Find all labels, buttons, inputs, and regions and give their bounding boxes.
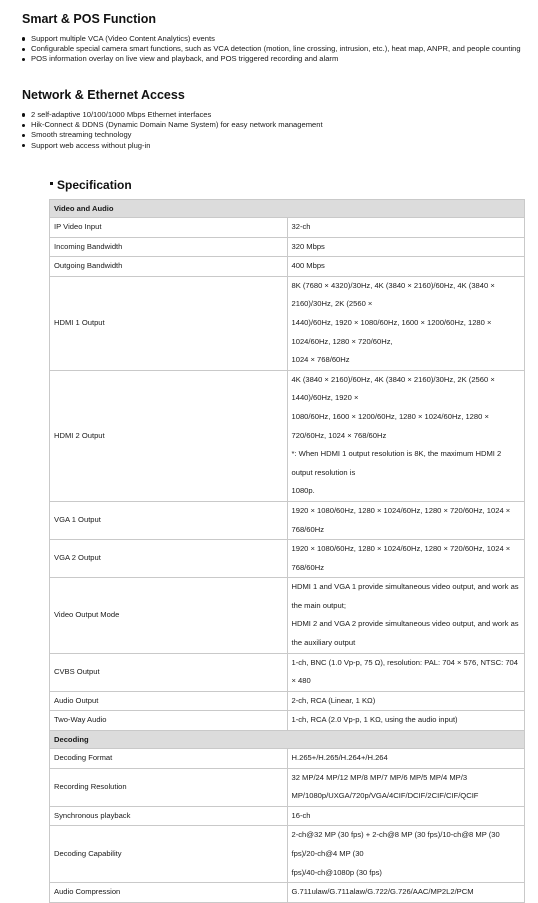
section-title-smart-pos: Smart & POS Function [22, 12, 157, 26]
table-row [50, 578, 525, 653]
spec-label: IP Video Input [50, 218, 288, 238]
table-row [50, 711, 525, 731]
table-row [50, 257, 525, 277]
specification-heading [50, 178, 132, 192]
table-row [50, 370, 525, 501]
table-section-row [50, 731, 525, 749]
spec-value-line: 1080p. [291, 486, 315, 496]
specification-title: Specification [57, 178, 132, 192]
spec-value-line: 8K (7680 × 4320)/30Hz, 4K (3840 × 2160)/60Hz, 4K (3840 × 2160)/30Hz, 2K (2560 × [291, 280, 495, 309]
spec-value [287, 691, 525, 711]
list-item: 2 self-adaptive 10/100/1000 Mbps Ethernet interfaces [22, 110, 522, 120]
spec-value-line: 32 MP/24 MP/12 MP/8 MP/7 MP/6 MP/5 MP/4 MP/3 [291, 772, 468, 782]
spec-label: HDMI 2 Output [50, 370, 288, 501]
spec-value [287, 237, 525, 257]
spec-value [287, 768, 525, 806]
square-bullet-icon [50, 182, 53, 185]
spec-value-line: 1080/60Hz, 1600 × 1200/60Hz, 1280 × 1024/60Hz, 1280 × 720/60Hz, 1024 × 768/60Hz [291, 411, 489, 440]
spec-label: VGA 2 Output [50, 540, 288, 578]
list-item: Support multiple VCA (Video Content Analytics) events [22, 34, 522, 44]
spec-label: HDMI 1 Output [50, 276, 288, 370]
spec-label: VGA 1 Output [50, 501, 288, 539]
table-row [50, 826, 525, 883]
table-row [50, 883, 525, 903]
spec-label: Video Output Mode [50, 578, 288, 653]
spec-value-line: 1920 × 1080/60Hz, 1280 × 1024/60Hz, 1280 × 720/60Hz, 1024 × 768/60Hz [291, 505, 511, 534]
specification-table-body [50, 200, 525, 903]
section-title-network: Network & Ethernet Access [22, 88, 185, 102]
specification-table [49, 199, 525, 903]
spec-value [287, 749, 525, 769]
spec-value [287, 276, 525, 370]
spec-value-line: fps)/40-ch@1080p (30 fps) [291, 867, 382, 877]
list-item: Support web access without plug-in [22, 141, 522, 151]
list-item: POS information overlay on live view and playback, and POS triggered recording and alarm [22, 54, 522, 64]
spec-value [287, 540, 525, 578]
spec-value-line: HDMI 2 and VGA 2 provide simultaneous video output, and work as the auxiliary output [291, 619, 519, 648]
spec-label: Synchronous playback [50, 806, 288, 826]
spec-label: Decoding Format [50, 749, 288, 769]
list-item: Smooth streaming technology [22, 130, 522, 140]
spec-label: Two-Way Audio [50, 711, 288, 731]
table-row [50, 237, 525, 257]
spec-value [287, 501, 525, 539]
spec-value-line: 320 Mbps [291, 241, 325, 251]
table-section-header: Decoding [50, 731, 525, 749]
list-item: Configurable special camera smart functions, such as VCA detection (motion, line crossing, intrusion, etc.), heat map, ANPR, and people counting [22, 44, 522, 54]
spec-value-line: HDMI 1 and VGA 1 provide simultaneous video output, and work as the main output; [291, 582, 519, 610]
spec-value-line: 400 Mbps [291, 261, 325, 271]
table-row [50, 653, 525, 691]
spec-value [287, 806, 525, 826]
spec-value-line: 1024 × 768/60Hz [291, 355, 350, 365]
spec-label: Decoding Capability [50, 826, 288, 883]
network-bullet-list [22, 110, 522, 151]
spec-value-line: 1-ch, BNC (1.0 Vp-p, 75 Ω), resolution: PAL: 704 × 576, NTSC: 704 × 480 [291, 657, 518, 686]
table-row [50, 806, 525, 826]
spec-label: Audio Output [50, 691, 288, 711]
spec-value-line: *: When HDMI 1 output resolution is 8K, the maximum HDMI 2 output resolution is [291, 449, 502, 477]
spec-label: Outgoing Bandwidth [50, 257, 288, 277]
table-row [50, 768, 525, 806]
smart-pos-bullet-list [22, 34, 522, 65]
spec-value-line: 1920 × 1080/60Hz, 1280 × 1024/60Hz, 1280 × 720/60Hz, 1024 × 768/60Hz [291, 544, 511, 572]
spec-value [287, 653, 525, 691]
spec-value-line: 2-ch, RCA (Linear, 1 KΩ) [291, 695, 376, 705]
spec-value [287, 578, 525, 653]
table-row [50, 540, 525, 578]
spec-value-line: 1440)/60Hz, 1920 × 1080/60Hz, 1600 × 1200/60Hz, 1280 × 1024/60Hz, 1280 × 720/60Hz, [291, 317, 492, 346]
spec-value-line: 2-ch@32 MP (30 fps) + 2-ch@8 MP (30 fps)/10-ch@8 MP (30 fps)/20-ch@4 MP (30 [291, 830, 500, 858]
spec-label: Recording Resolution [50, 768, 288, 806]
spec-value [287, 883, 525, 903]
spec-label: Audio Compression [50, 883, 288, 903]
spec-label: Incoming Bandwidth [50, 237, 288, 257]
table-row [50, 276, 525, 370]
table-section-row [50, 200, 525, 218]
table-section-header: Video and Audio [50, 200, 525, 218]
spec-value-line: 32-ch [291, 222, 311, 231]
spec-value-line: H.265+/H.265/H.264+/H.264 [291, 753, 388, 763]
spec-value-line: G.711ulaw/G.711alaw/G.722/G.726/AAC/MP2L2/PCM [291, 887, 474, 897]
spec-value [287, 826, 525, 883]
spec-value-line: 16-ch [291, 810, 311, 820]
spec-value [287, 711, 525, 731]
table-row [50, 501, 525, 539]
spec-value [287, 370, 525, 501]
spec-label: CVBS Output [50, 653, 288, 691]
table-row [50, 749, 525, 769]
spec-value-line: 4K (3840 × 2160)/60Hz, 4K (3840 × 2160)/30Hz, 2K (2560 × 1440)/60Hz, 1920 × [291, 374, 495, 403]
list-item: Hik-Connect & DDNS (Dynamic Domain Name System) for easy network management [22, 120, 522, 130]
table-row [50, 218, 525, 238]
spec-value-line: MP/1080p/UXGA/720p/VGA/4CIF/DCIF/2CIF/CIF/QCIF [291, 791, 479, 801]
spec-value [287, 257, 525, 277]
spec-value-line: 1-ch, RCA (2.0 Vp-p, 1 KΩ, using the audio input) [291, 715, 458, 725]
table-row [50, 691, 525, 711]
spec-value [287, 218, 525, 238]
